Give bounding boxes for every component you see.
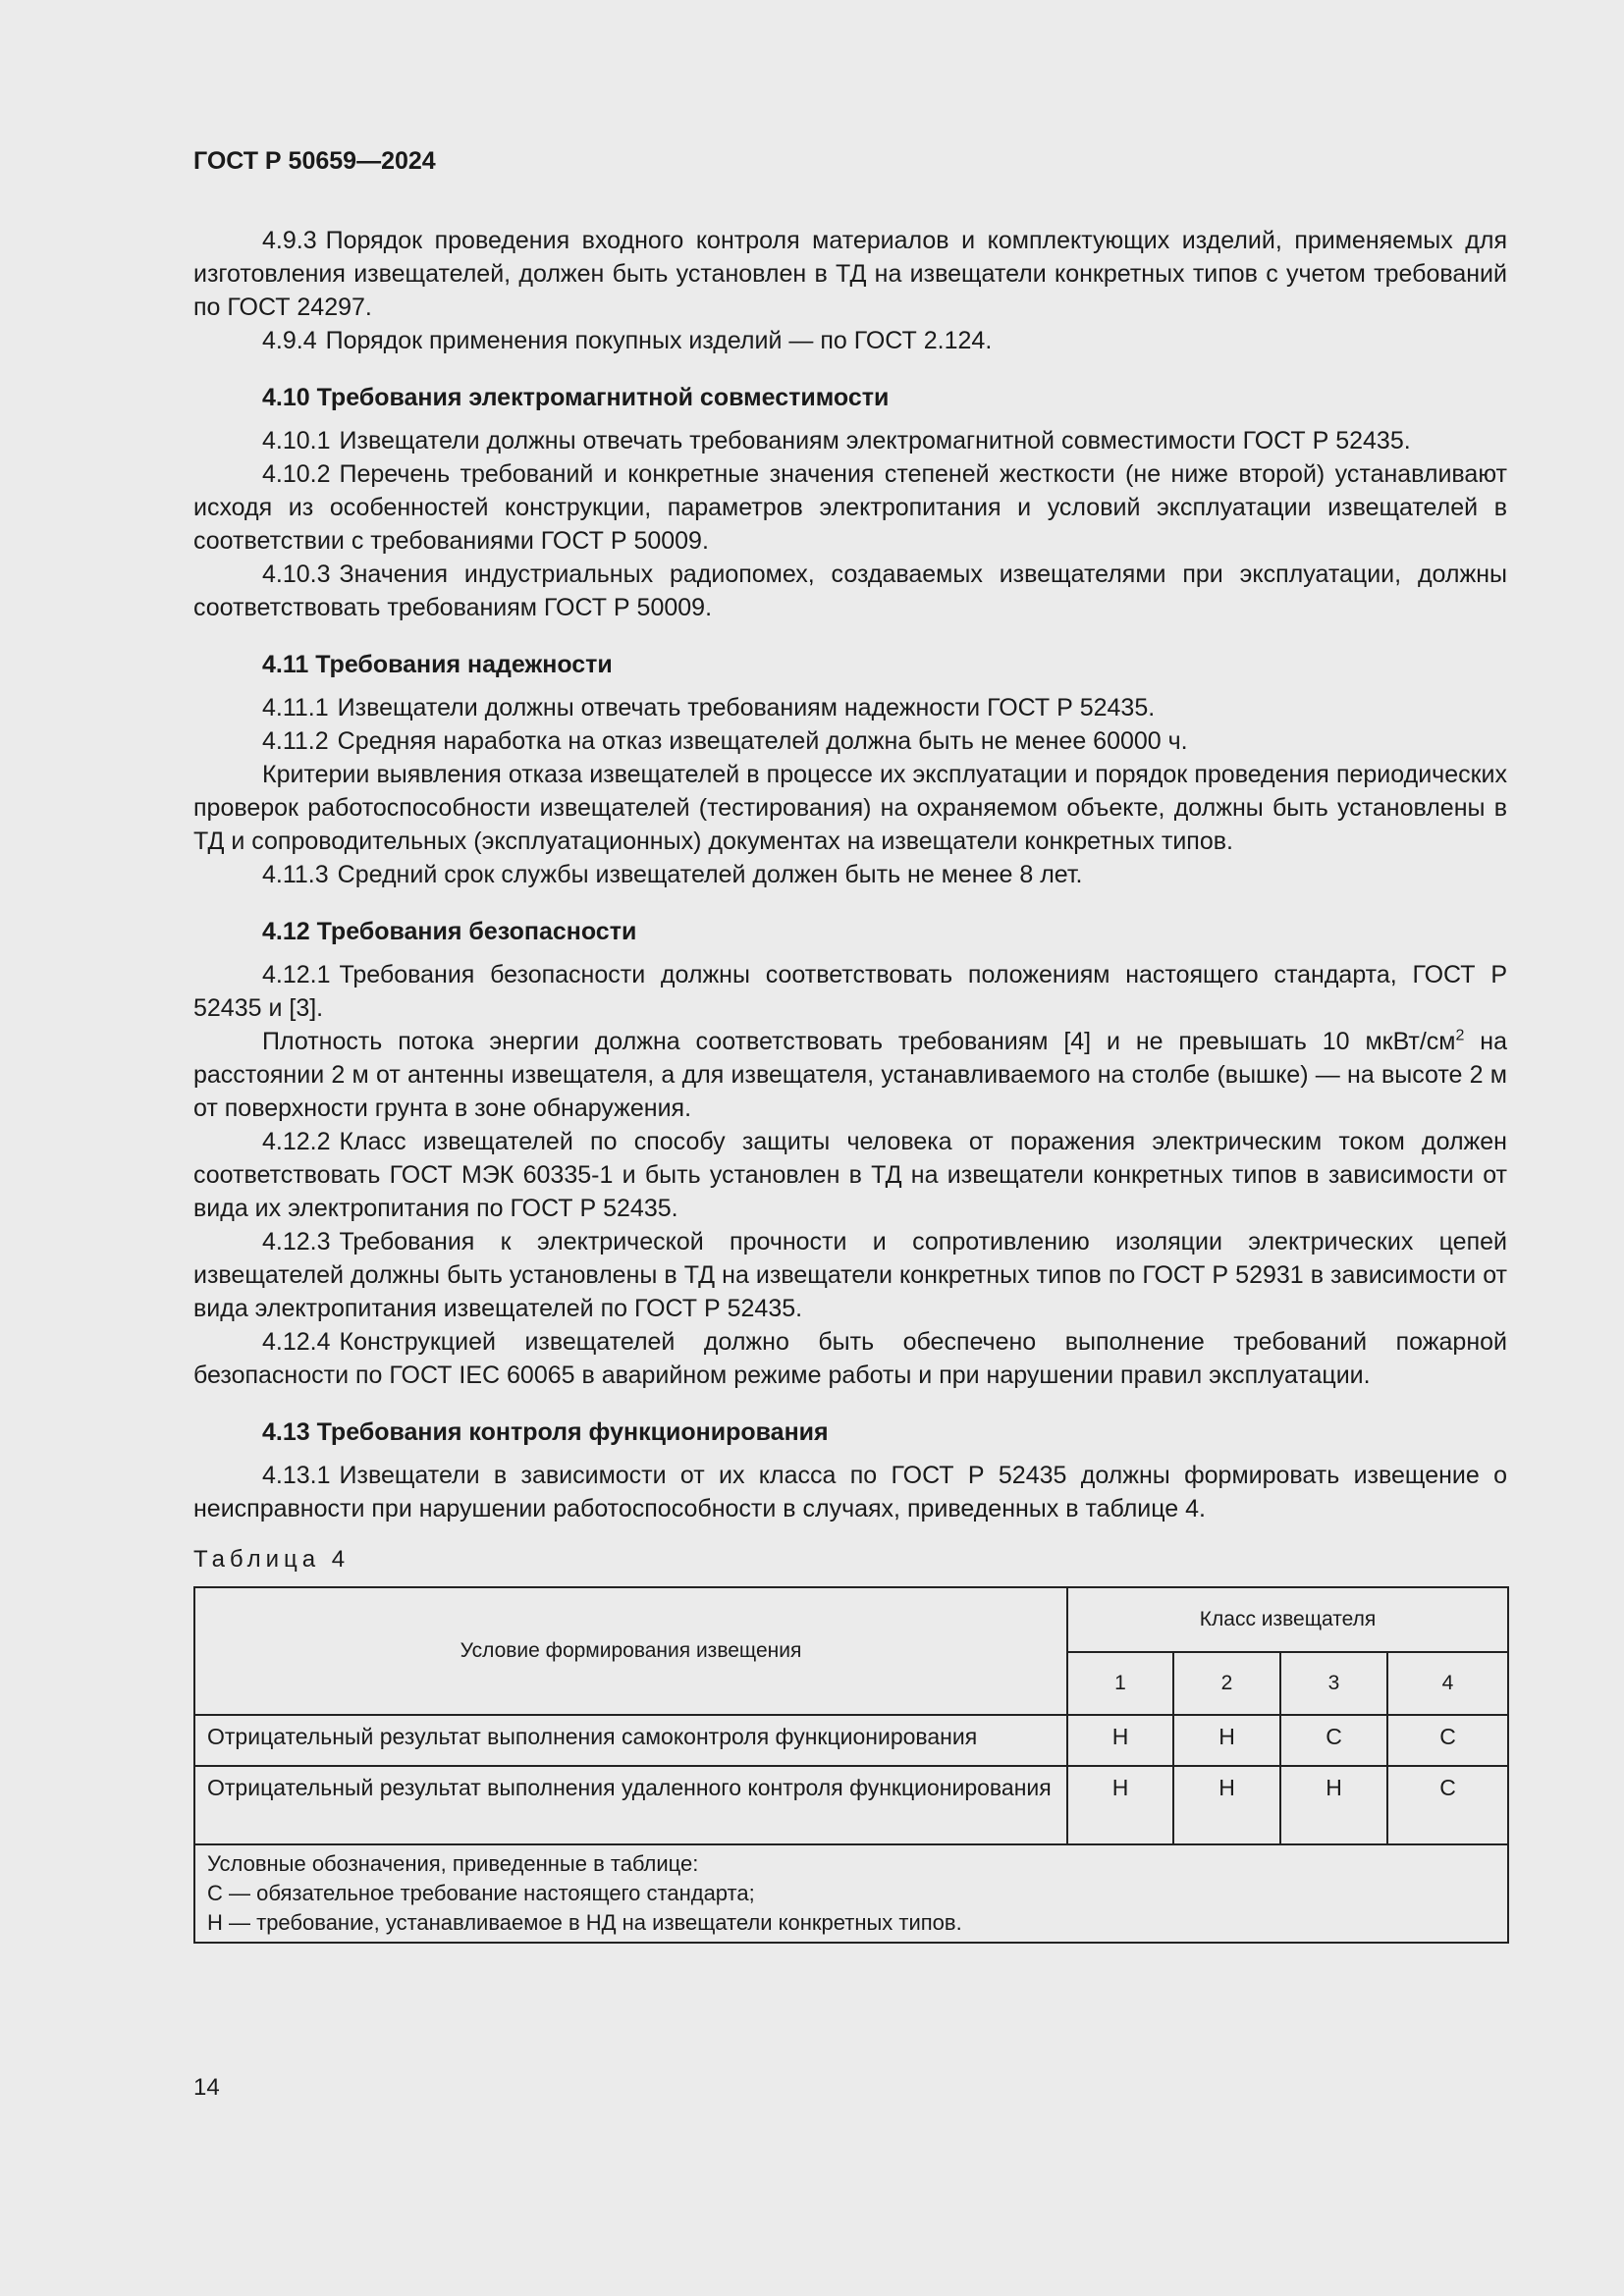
clause-number: 4.11.3: [262, 861, 329, 888]
paragraph-4-10-3: [193, 558, 1507, 624]
clause-number: 4.10.1: [262, 427, 331, 454]
header-class-number: 2: [1173, 1652, 1280, 1715]
row-condition: Отрицательный результат выполнения удаленного контроля функционирования: [194, 1766, 1067, 1844]
paragraph-4-12-4: [193, 1325, 1507, 1392]
superscript: 2: [1455, 1027, 1465, 1044]
clause-text: Порядок проведения входного контроля материалов и комплектующих изделий, применяемых для изготовления извещателей, должен быть установлен в ТД на извещатели конкретных типов с учетом требований по ГОСТ 24297.: [193, 227, 1507, 321]
row-value: Н: [1173, 1766, 1280, 1844]
header-class-number: 1: [1067, 1652, 1173, 1715]
clause-number: 4.10.3: [262, 561, 331, 588]
table-legend-row: [194, 1844, 1508, 1943]
paragraph-4-12-3: [193, 1225, 1507, 1325]
clause-number: 4.12.2: [262, 1128, 331, 1155]
legend-line: Н — требование, устанавливаемое в НД на извещатели конкретных типов.: [207, 1910, 962, 1935]
paragraph-4-9-4: [193, 324, 1507, 357]
section-4-12-title: 4.12 Требования безопасности: [262, 918, 637, 945]
table-row: [194, 1715, 1508, 1766]
paragraph-4-10-1: [193, 424, 1507, 457]
clause-number: 4.12.3: [262, 1228, 331, 1255]
paragraph-4-11-2: [193, 724, 1507, 758]
clause-text: Перечень требований и конкретные значения степеней жесткости (не ниже второй) устанавливают исходя из особенностей конструкции, параметров электропитания и условий эксплуатации извещателей в соответствии с требованиями ГОСТ Р 50009.: [193, 460, 1507, 555]
paragraph-4-13-1: [193, 1459, 1507, 1525]
clause-text: Средний срок службы извещателей должен быть не менее 8 лет.: [337, 861, 1083, 888]
paragraph-4-10-2: [193, 457, 1507, 558]
energy-text-b: на расстоянии 2 м от антенны извещателя, а для извещателя, устанавливаемого на столбе (вышке) — на высоте 2 м от поверхности грунта в зоне обнаружения.: [193, 1028, 1507, 1122]
paragraph-4-11-2-criteria: Критерии выявления отказа извещателей в процессе их эксплуатации и порядок проведения периодических проверок работоспособности извещателей (тестирования) на охраняемом объекте, должны быть установлены в ТД и сопроводительных (эксплуатационных) документах на извещатели конкретных типов.: [193, 761, 1507, 855]
clause-number: 4.9.3: [262, 227, 317, 254]
clause-number: 4.10.2: [262, 460, 331, 488]
energy-text-a: Плотность потока энергии должна соответствовать требованиям [4] и не превышать 10 мкВт/см: [262, 1028, 1456, 1055]
section-4-10-title: 4.10 Требования электромагнитной совместимости: [262, 384, 890, 411]
legend-line: Условные обозначения, приведенные в таблице:: [207, 1851, 699, 1876]
row-condition: Отрицательный результат выполнения самоконтроля функционирования: [194, 1715, 1067, 1766]
header-detector-class: Класс извещателя: [1067, 1587, 1508, 1652]
table-header-row: [194, 1587, 1508, 1652]
clause-number: 4.12.1: [262, 961, 331, 988]
paragraph-4-12-1-energy: [193, 1025, 1507, 1125]
clause-text: Конструкцией извещателей должно быть обеспечено выполнение требований пожарной безопасности по ГОСТ IEC 60065 в аварийном режиме работы и при нарушении правил эксплуатации.: [193, 1328, 1507, 1389]
clause-text: Извещатели в зависимости от их класса по ГОСТ Р 52435 должны формировать извещение о неисправности при нарушении работоспособности в случаях, приведенных в таблице 4.: [193, 1462, 1507, 1522]
clause-number: 4.13.1: [262, 1462, 331, 1489]
clause-number: 4.12.4: [262, 1328, 331, 1356]
row-value: С: [1387, 1715, 1508, 1766]
paragraph-4-9-3: [193, 224, 1507, 324]
section-4-11-title: 4.11 Требования надежности: [262, 651, 613, 678]
clause-text: Извещатели должны отвечать требованиям надежности ГОСТ Р 52435.: [337, 694, 1156, 721]
header-class-number: 4: [1387, 1652, 1508, 1715]
clause-number: 4.9.4: [262, 327, 317, 354]
clause-number: 4.11.1: [262, 694, 329, 721]
table-4: [193, 1586, 1509, 1944]
document-id: ГОСТ Р 50659—2024: [193, 147, 436, 175]
row-value: С: [1280, 1715, 1387, 1766]
header-class-number: 3: [1280, 1652, 1387, 1715]
paragraph-4-12-2: [193, 1125, 1507, 1225]
paragraph-4-11-1: [193, 691, 1507, 724]
document-body: [193, 224, 1507, 1944]
row-value: Н: [1173, 1715, 1280, 1766]
header-condition: Условие формирования извещения: [194, 1587, 1067, 1715]
table-caption: Таблица 4: [193, 1546, 351, 1573]
clause-text: Порядок применения покупных изделий — по ГОСТ 2.124.: [325, 327, 993, 354]
row-value: Н: [1280, 1766, 1387, 1844]
clause-text: Средняя наработка на отказ извещателей должна быть не менее 60000 ч.: [337, 727, 1188, 755]
clause-number: 4.11.2: [262, 727, 329, 755]
section-4-13-title: 4.13 Требования контроля функционирования: [262, 1418, 829, 1446]
page-number: 14: [193, 2074, 220, 2101]
clause-text: Требования безопасности должны соответствовать положениям настоящего стандарта, ГОСТ Р 52435 и [3].: [193, 961, 1507, 1022]
table-row: [194, 1766, 1508, 1844]
row-value: Н: [1067, 1715, 1173, 1766]
row-value: С: [1387, 1766, 1508, 1844]
clause-text: Извещатели должны отвечать требованиям электромагнитной совместимости ГОСТ Р 52435.: [339, 427, 1411, 454]
paragraph-4-12-1: [193, 958, 1507, 1025]
table-legend: [194, 1844, 1508, 1943]
row-value: Н: [1067, 1766, 1173, 1844]
clause-text: Требования к электрической прочности и сопротивлению изоляции электрических цепей извещателей должны быть установлены в ТД на извещатели конкретных типов по ГОСТ Р 52931 в зависимости от вида электропитания извещателей по ГОСТ Р 52435.: [193, 1228, 1507, 1322]
clause-text: Значения индустриальных радиопомех, создаваемых извещателями при эксплуатации, должны соответствовать требованиям ГОСТ Р 50009.: [193, 561, 1507, 621]
clause-text: Класс извещателей по способу защиты человека от поражения электрическим током должен соответствовать ГОСТ МЭК 60335-1 и быть установлен в ТД на извещатели конкретных типов в зависимости от вида их электропитания по ГОСТ Р 52435.: [193, 1128, 1507, 1222]
paragraph-4-11-3: [193, 858, 1507, 891]
legend-line: С — обязательное требование настоящего стандарта;: [207, 1881, 755, 1905]
